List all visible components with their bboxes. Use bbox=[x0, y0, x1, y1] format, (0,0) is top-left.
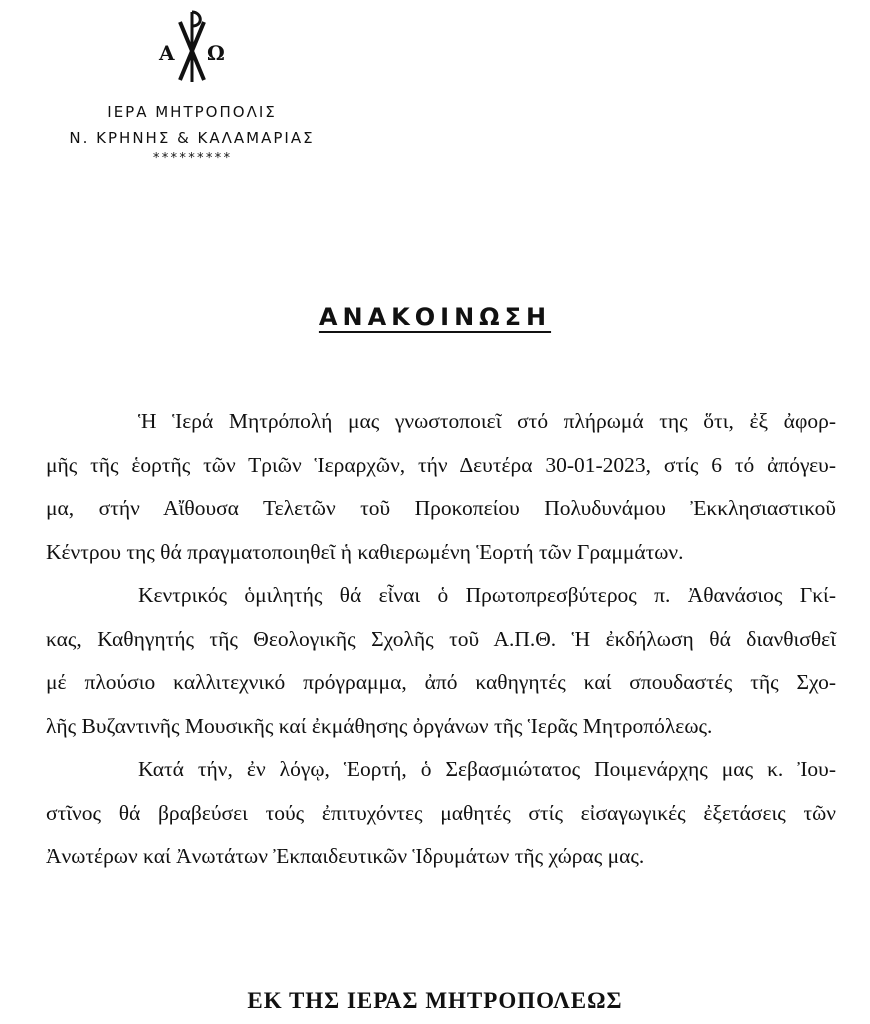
announcement-heading bbox=[0, 303, 870, 331]
alpha-letter: Α bbox=[159, 41, 175, 65]
metropolis-region: Ν. ΚΡΗΝΗΣ & ΚΑΛΑΜΑΡΙΑΣ bbox=[69, 129, 315, 147]
text-line: μῆς τῆς ἑορτῆς τῶν Τριῶν Ἱεραρχῶν, τήν Δευτέρα 30-01-2023, στίς 6 τό ἀπόγευ- bbox=[46, 452, 836, 477]
text-line: Ἀνωτέρων καί Ἀνωτάτων Ἐκπαιδευτικῶν Ἱδρυμάτων τῆς χώρας μας. bbox=[46, 844, 645, 868]
letterhead-separator: ********* bbox=[152, 151, 232, 166]
text-line: λῆς Βυζαντινῆς Μουσικῆς καί ἐκμάθησης ὀργάνων τῆς Ἱερᾶς Μητροπόλεως. bbox=[46, 713, 713, 738]
text-line: κας, Καθηγητής τῆς Θεολογικῆς Σχολῆς τοῦ Α.Π.Θ. Ἡ ἐκδήλωση θά διανθισθεῖ bbox=[46, 626, 836, 651]
text-line: Κέντρου της θά πραγματοποιηθεῖ ἡ καθιερωμένη Ἑορτή τῶν Γραμμάτων. bbox=[46, 539, 684, 564]
paragraph bbox=[46, 400, 836, 574]
letterhead bbox=[52, 8, 332, 167]
page-title: ΑΝΑΚΟΙΝΩΣΗ bbox=[318, 303, 552, 331]
chi-rho-alpha-omega-icon bbox=[52, 8, 332, 93]
signature: ΕΚ ΤΗΣ ΙΕΡΑΣ ΜΗΤΡΟΠΟΛΕΩΣ bbox=[247, 988, 623, 1013]
paragraph bbox=[46, 748, 836, 879]
text-line: Κατά τήν, ἐν λόγῳ, Ἑορτή, ὁ Σεβασμιώτατος Ποιμενάρχης μας κ. Ἰου- bbox=[138, 757, 836, 781]
text-line: στῖνος θά βραβεύσει τούς ἐπιτυχόντες μαθητές στίς εἰσαγωγικές ἐξετάσεις τῶν bbox=[46, 800, 836, 825]
paragraph bbox=[46, 574, 836, 748]
text-line: μέ πλούσιο καλλιτεχνικό πρόγραμμα, ἀπό καθηγητές καί σπουδαστές τῆς Σχο- bbox=[46, 670, 836, 694]
text-line: μα, στήν Αἴθουσα Τελετῶν τοῦ Προκοπείου Πολυδυνάμου Ἐκκλησιαστικοῦ bbox=[46, 496, 836, 520]
emblem-svg bbox=[152, 8, 232, 88]
text-line: Ἡ Ἱερά Μητρόπολή μας γνωστοποιεῖ στό πλήρωμά της ὅτι, ἐξ ἀφορ- bbox=[138, 409, 836, 433]
announcement-body bbox=[46, 400, 836, 879]
metropolis-name: ΙΕΡΑ ΜΗΤΡΟΠΟΛΙΣ bbox=[107, 103, 277, 121]
omega-letter: Ω bbox=[207, 41, 225, 65]
text-line: Κεντρικός ὁμιλητής θά εἶναι ὁ Πρωτοπρεσβύτερος π. Ἀθανάσιος Γκί- bbox=[138, 583, 836, 607]
